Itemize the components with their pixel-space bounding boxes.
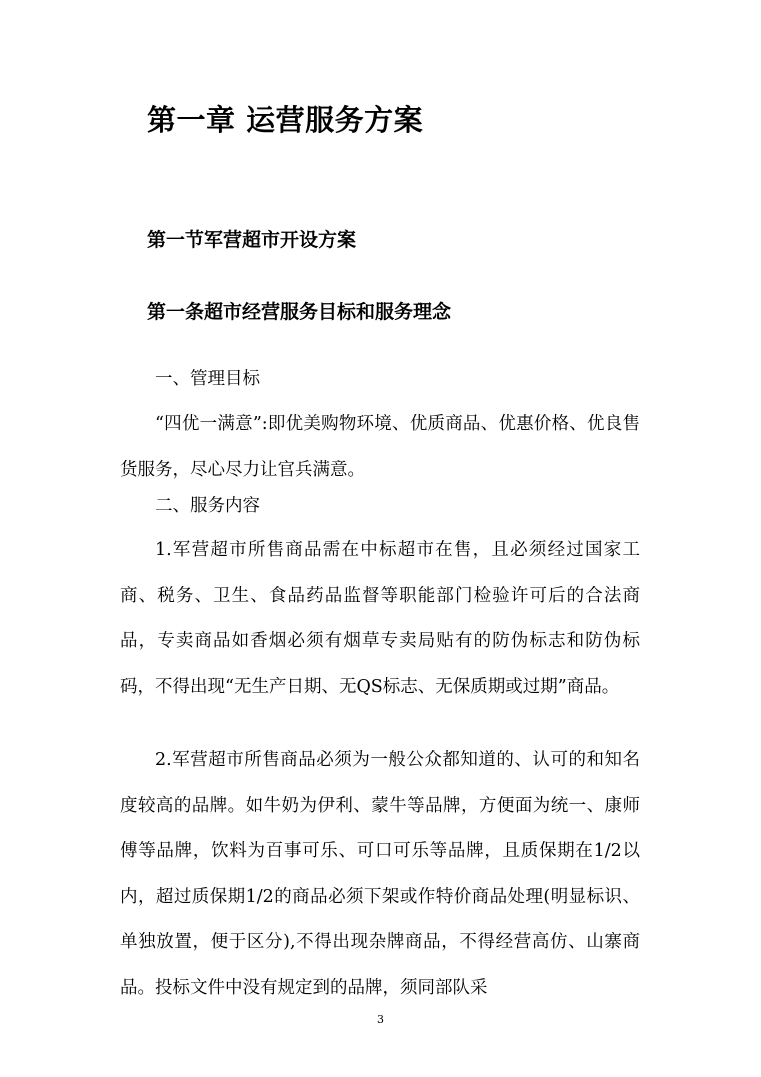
paragraph-service-item-1: 1.军营超市所售商品需在中标超市在售，且必须经过国家工商、税务、卫生、食品药品监督等职能部门检验许可后的合法商品，专卖商品如香烟必须有烟草专卖局贴有的防伪标志和防伪标码，不得出现“无生产日期、无QS标志、无保质期或过期”商品。 xyxy=(120,540,640,697)
heading-service-content: 二、服务内容 xyxy=(155,496,260,516)
section-title: 第一节军营超市开设方案 xyxy=(147,229,357,251)
chapter-title: 第一章 运营服务方案 xyxy=(147,103,424,137)
page-number: 3 xyxy=(377,1013,384,1026)
article-title: 第一条超市经营服务目标和服务理念 xyxy=(147,301,452,323)
paragraph-service-item-2: 2.军营超市所售商品必须为一般公众都知道的、认可的和知名度较高的品牌。如牛奶为伊利、蒙牛等品牌，方便面为统一、康师傅等品牌，饮料为百事可乐、可口可乐等品牌，且质保期在1/2以内，超过质保期1/2的商品必须下架或作特价商品处理(明显标识、单独放置，便于区分),不得出现杂牌商品，不得经营高仿、山寨商品。投标文件中没有规定到的品牌，须同部队采 xyxy=(120,750,640,998)
heading-management-goal: 一、管理目标 xyxy=(155,369,260,389)
paragraph-management-goal: “四优一满意”:即优美购物环境、优质商品、优惠价格、优良售货服务，尽心尽力让官兵满意。 xyxy=(120,414,640,480)
